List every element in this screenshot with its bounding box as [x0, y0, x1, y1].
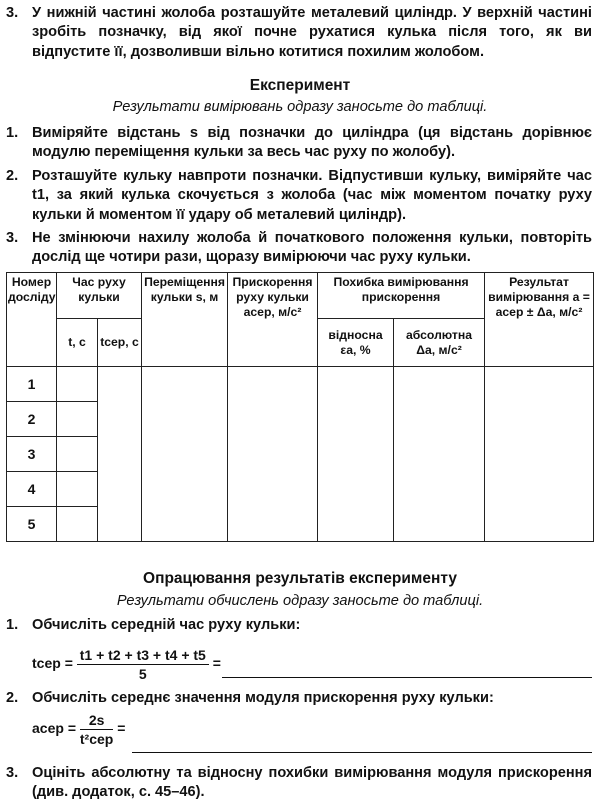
formula-mean-acceleration: aсер = $\frac{2s}{\text{t²сер}}$ = [32, 712, 126, 747]
experiment-step-3 [6, 229, 592, 268]
formula-numerator: t1 + t2 + t3 + t4 + t5 [77, 647, 209, 665]
step-number: 1. [6, 125, 19, 141]
header-relative: відносна εa, % [318, 319, 394, 367]
answer-line[interactable] [132, 752, 592, 753]
header-error: Похибка вимірювання прискорення [318, 273, 485, 319]
intro-item-number: 3. [6, 5, 19, 21]
experiment-title: Експеримент [249, 77, 351, 94]
formula-mean-time: tсер = $\frac{t1 + t2 + t3 + t4 + t5}{5}$ = [32, 647, 221, 682]
cell-t[interactable] [57, 507, 98, 542]
formula-numerator: 2s [80, 712, 113, 730]
answer-line[interactable] [222, 677, 592, 678]
header-t-avg: tсер, с [98, 319, 142, 367]
processing-step-2 [6, 689, 592, 708]
processing-title: Опрацювання результатів експерименту [143, 570, 457, 587]
header-absolute: абсолютна Δa, м/с² [394, 319, 485, 367]
table-row [7, 367, 594, 402]
formula-denominator: t²сер [79, 731, 114, 747]
cell-displacement[interactable] [142, 367, 228, 542]
intro-item-text: У нижній частині жолоба розташуйте металевий циліндр. У верхній частині зробіть позначку, від якої почне рухатися кулька після того, як ви відпустите її, дозволивши вільно котитися похилим жолобом. [32, 5, 592, 60]
formula-fraction [80, 712, 113, 747]
step-number: 1. [6, 617, 19, 633]
header-displacement: Переміщення кульки s, м [142, 273, 228, 367]
row-number: 1 [7, 367, 57, 402]
formula-denominator: 5 [138, 666, 147, 682]
header-result: Результат вимірювання a = aсер ± Δa, м/с² [485, 273, 594, 367]
step-text: Обчисліть середнє значення модуля прискорення руху кульки: [32, 690, 494, 706]
cell-absolute-error[interactable] [394, 367, 485, 542]
header-time: Час руху кульки [57, 273, 142, 319]
cell-relative-error[interactable] [318, 367, 394, 542]
cell-result[interactable] [485, 367, 594, 542]
row-number: 5 [7, 507, 57, 542]
step-number: 3. [6, 765, 19, 781]
cell-t[interactable] [57, 402, 98, 437]
experiment-subtitle: Результати вимірювань одразу заносьте до таблиці. [112, 99, 488, 115]
header-acceleration: Прискорення руху кульки aсер, м/с² [228, 273, 318, 367]
processing-subtitle: Результати обчислень одразу заносьте до таблиці. [116, 593, 484, 609]
formula-fraction [77, 647, 209, 682]
cell-t-avg[interactable] [98, 367, 142, 542]
cell-t[interactable] [57, 367, 98, 402]
formula-lhs: aсер [32, 720, 64, 737]
header-t: t, с [57, 319, 98, 367]
step-number: 2. [6, 168, 19, 184]
formula-lhs: tсер [32, 655, 61, 672]
row-number: 4 [7, 472, 57, 507]
step-text: Обчисліть середній час руху кульки: [32, 617, 301, 633]
cell-acceleration[interactable] [228, 367, 318, 542]
experiment-step-2 [6, 167, 592, 225]
results-table [6, 272, 594, 542]
cell-t[interactable] [57, 472, 98, 507]
step-text: Оцініть абсолютну та відносну похибки вимірювання модуля прискорення (див. додаток, с. 45–46). [32, 765, 592, 801]
step-text: Розташуйте кульку навпроти позначки. Відпустивши кульку, виміряйте час t1, за який кулька скочується з жолоба (час між моментом початку руху кульки й моментом її удару об металевий циліндр). [32, 168, 592, 223]
step-number: 2. [6, 690, 19, 706]
processing-step-3 [6, 764, 592, 803]
intro-item [6, 4, 592, 62]
processing-step-1 [6, 616, 592, 635]
row-number: 2 [7, 402, 57, 437]
step-text: Виміряйте відстань s від позначки до циліндра (ця відстань дорівнює модулю переміщення кульки за весь час руху по жолобу). [32, 125, 592, 161]
step-number: 3. [6, 230, 19, 246]
header-number: Номер досліду [7, 273, 57, 367]
row-number: 3 [7, 437, 57, 472]
step-text: Не змінюючи нахилу жолоба й початкового положення кульки, повторіть дослід ще чотири рази, щоразу вимірюючи час руху кульки. [32, 230, 592, 266]
cell-t[interactable] [57, 437, 98, 472]
experiment-step-1 [6, 124, 592, 163]
